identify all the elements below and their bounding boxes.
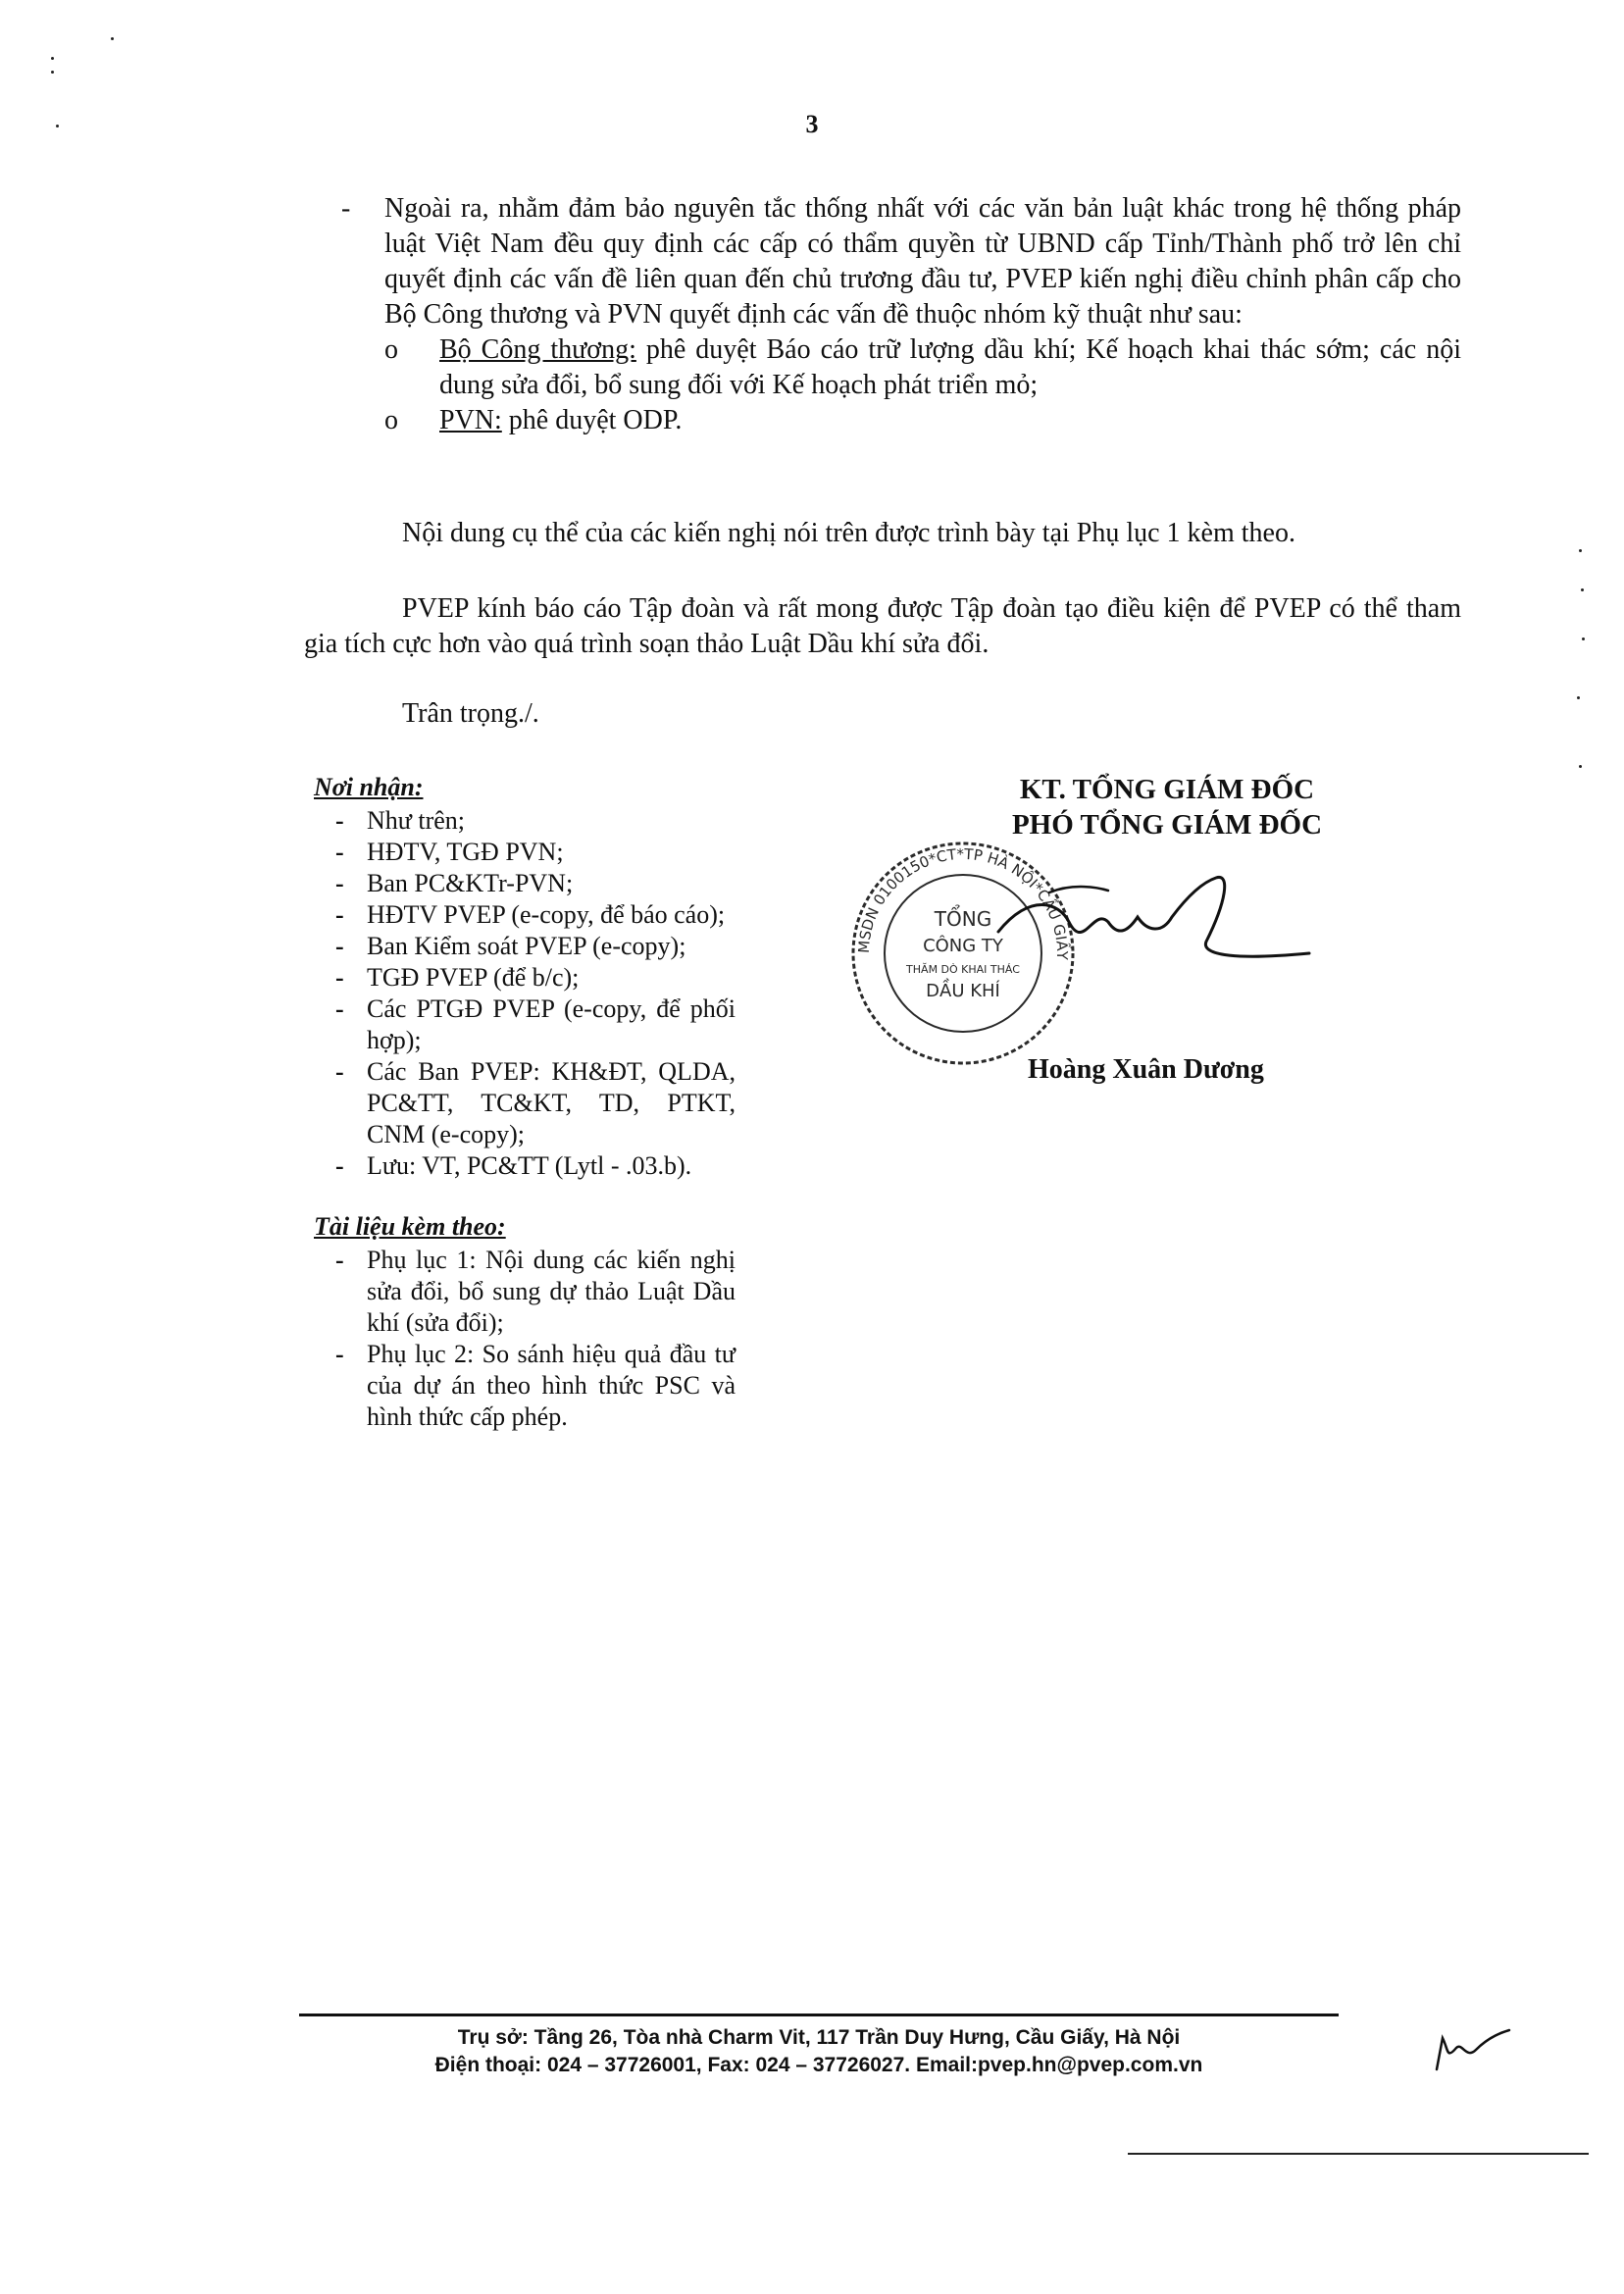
handwritten-signature: [990, 863, 1314, 981]
subitem-marker: o: [384, 405, 398, 435]
scan-speck: [1577, 696, 1580, 699]
scan-speck: [1581, 588, 1584, 591]
bullet-text: Ngoài ra, nhằm đảm bảo nguyên tắc thống nhất với các văn bản luật khác trong hệ thống pháp luật Việt Nam đều quy định các cấp có thẩm quyền từ UBND cấp Tỉnh/Thành phố trở lên chỉ quyết định các vấn đề liên quan đến chủ trương đầu tư, PVEP kiến nghị điều chỉnh phân cấp cho Bộ Công thương và PVN quyết định các vấn đề thuộc nhóm kỹ thuật như sau:: [384, 193, 1461, 330]
signature-title: [961, 772, 1373, 842]
scan-speck: [51, 57, 54, 60]
initials-mark: [1427, 2020, 1515, 2079]
bullet-dash: -: [341, 193, 351, 224]
subitem-marker: o: [384, 334, 398, 365]
bullet-paragraph: [341, 191, 1461, 438]
scan-speck: [1579, 765, 1582, 768]
paragraph-request: PVEP kính báo cáo Tập đoàn và rất mong được Tập đoàn tạo điều kiện để PVEP có thể tham gia tích cực hơn vào quá trình soạn thảo Luật Dầu khí sửa đổi.: [304, 593, 1461, 659]
footer-contact: Điện thoại: 024 – 37726001, Fax: 024 – 37726027. Email:pvep.hn@pvep.com.vn: [434, 2054, 1203, 2076]
subitem-label: Bộ Công thương:: [439, 334, 636, 365]
list-item: - Các PTGĐ PVEP (e-copy, để phối hợp);: [335, 994, 736, 1054]
stamp-center-line: TỔNG: [934, 907, 992, 931]
subitem-text: phê duyệt Báo cáo trữ lượng dầu khí; Kế hoạch khai thác sớm; các nội dung sửa đổi, bổ sung đối với Kế hoạch phát triển mỏ;: [439, 334, 1461, 400]
signature-title-line-2: PHÓ TỔNG GIÁM ĐỐC: [1011, 809, 1323, 841]
list-item: - HĐTV PVEP (e-copy, để báo cáo);: [335, 900, 726, 929]
list-item: - HĐTV, TGĐ PVN;: [335, 838, 564, 866]
closing: Trân trọng./.: [402, 698, 539, 729]
list-item: - Ban PC&KTr-PVN;: [335, 869, 574, 897]
scan-speck: [1579, 549, 1582, 552]
stamp-center-line: CÔNG TY: [923, 936, 1003, 956]
scan-speck: [51, 71, 54, 74]
list-item: - Phụ lục 1: Nội dung các kiến nghị sửa đổi, bổ sung dự thảo Luật Dầu khí (sửa đổi);: [335, 1246, 736, 1337]
list-item: - Phụ lục 2: So sánh hiệu quả đầu tư của dự án theo hình thức PSC và hình thức cấp phép.: [335, 1340, 736, 1431]
subitem-label: PVN:: [439, 405, 502, 435]
recipients-list: [314, 805, 736, 1182]
signature-title-line-1: KT. TỔNG GIÁM ĐỐC: [1019, 774, 1315, 805]
subitem-text: phê duyệt ODP.: [501, 405, 683, 435]
stamp-ring-text: MSDN 0100150*CT*TP HÀ NỘI*CẦU GIẤY: [854, 844, 1072, 961]
stamp-center-line: THĂM DÒ KHAI THÁC: [906, 963, 1020, 976]
recipients-heading: Nơi nhận:: [314, 773, 424, 801]
footer-address: Trụ sở: Tầng 26, Tòa nhà Charm Vit, 117 Trần Duy Hưng, Cầu Giấy, Hà Nội: [457, 2026, 1181, 2049]
scan-speck: [1582, 637, 1585, 640]
list-item: - TGĐ PVEP (để b/c);: [335, 963, 580, 992]
paragraph-appendix-reference: Nội dung cụ thể của các kiến nghị nói trên được trình bày tại Phụ lục 1 kèm theo.: [402, 518, 1295, 548]
attachments-list: [314, 1245, 736, 1433]
scan-speck: [56, 125, 59, 127]
signer-name: Hoàng Xuân Dương: [1028, 1054, 1264, 1085]
scan-speck: [111, 37, 114, 40]
bottom-divider: [1128, 2153, 1589, 2155]
list-item: - Ban Kiểm soát PVEP (e-copy);: [335, 932, 686, 960]
list-item: - Như trên;: [335, 806, 466, 835]
subitem-bo-cong-thuong: [384, 332, 1461, 403]
attachments-heading: Tài liệu kèm theo:: [314, 1212, 506, 1241]
page-number: 3: [805, 110, 819, 138]
footer-divider: [299, 2014, 1339, 2016]
recipients-block: [314, 772, 736, 1433]
subitem-pvn: [384, 403, 1461, 438]
list-item: - Các Ban PVEP: KH&ĐT, QLDA, PC&TT, TC&KT, TD, PTKT, CNM (e-copy);: [335, 1057, 736, 1148]
stamp-center-line: DẦU KHÍ: [926, 981, 1000, 1001]
list-item: - Lưu: VT, PC&TT (Lytl - .03.b).: [335, 1151, 692, 1180]
